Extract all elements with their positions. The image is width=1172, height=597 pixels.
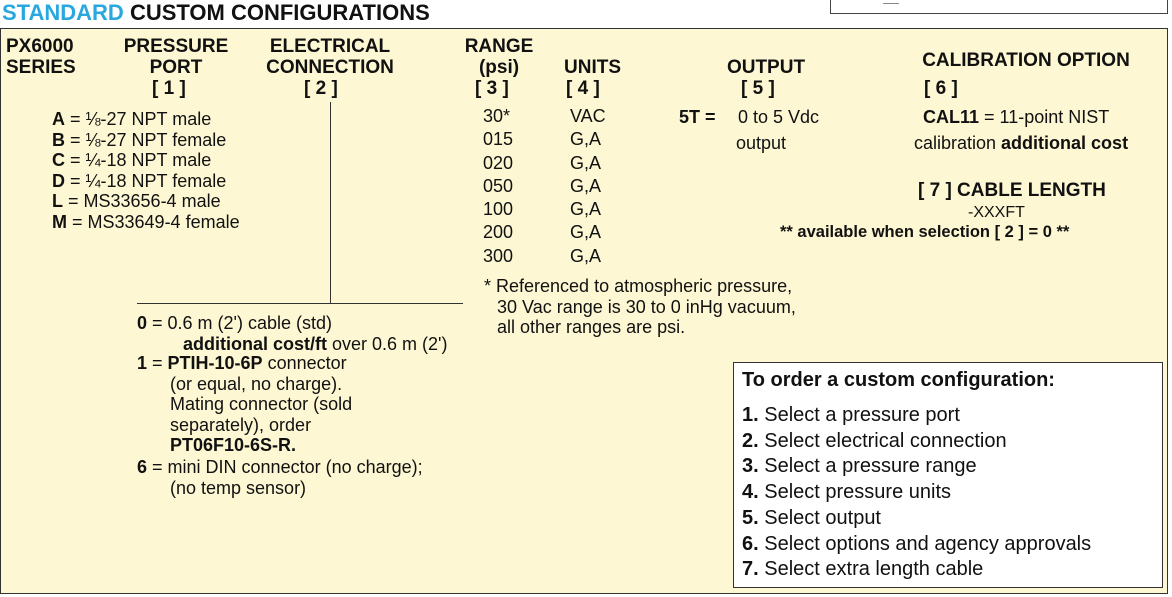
output-line2: output — [736, 133, 787, 153]
calibration-cost: additional cost — [1001, 133, 1129, 153]
header-series — [6, 36, 76, 78]
list-item — [742, 480, 1091, 506]
range-value: 30* — [483, 106, 511, 126]
header-series-line2: SERIES — [6, 57, 76, 78]
step-text: Select electrical connection — [758, 429, 1007, 452]
step-number: 5. — [742, 506, 759, 529]
unit-value: G,A — [570, 222, 602, 243]
range-list — [483, 105, 513, 268]
connection-desc: = 0.6 m (2') cable (std) — [147, 313, 333, 333]
list-item — [742, 403, 1091, 429]
header-output: OUTPUT — [726, 57, 806, 78]
range-value: 100 — [483, 199, 514, 220]
bracket-output: [ 5 ] — [741, 78, 775, 99]
connection-1-line2: (or equal, no charge). — [170, 373, 343, 394]
port-code: A — [52, 109, 65, 129]
cable-value: -XXXFT — [968, 204, 1025, 221]
unit-value: G,A — [570, 245, 602, 266]
list-item — [52, 171, 240, 192]
unit-value: VAC — [570, 106, 606, 126]
list-item — [52, 109, 240, 130]
port-code: D — [52, 170, 65, 191]
output-code-text: 5T — [679, 107, 701, 127]
output-eq: = — [700, 107, 716, 127]
bracket-electrical: [ 2 ] — [304, 78, 338, 99]
step-number: 7. — [742, 558, 759, 581]
port-code: M — [52, 211, 67, 232]
range-footnote — [484, 276, 796, 338]
list-item — [52, 191, 240, 212]
footnote-line: all other ranges are psi. — [497, 317, 686, 337]
output-code — [679, 107, 716, 128]
connection-6-line1 — [137, 457, 423, 478]
header-range-line1: RANGE — [464, 36, 534, 57]
calibration-line1 — [923, 107, 1109, 128]
connection-code: 0 — [137, 313, 148, 333]
step-text: Select a pressure port — [758, 404, 960, 426]
list-item — [52, 212, 240, 233]
header-electrical-line2: CONNECTION — [266, 57, 394, 78]
step-number: 2. — [742, 429, 759, 452]
step-text: Select output — [758, 506, 881, 529]
step-text: Select a pressure range — [758, 455, 977, 478]
step-text: Select extra length cable — [758, 558, 984, 581]
box-dash — [883, 3, 899, 4]
cable-note: ** available when selection [ 2 ] = 0 ** — [780, 223, 1070, 241]
header-series-line1: PX6000 — [6, 36, 74, 57]
list-item — [52, 150, 240, 171]
bracket-units: [ 4 ] — [566, 78, 600, 99]
connector-part: PTIH-10-6P — [167, 353, 263, 373]
footnote-line: 30 Vac range is 30 to 0 inHg vacuum, — [497, 296, 796, 317]
range-value: 200 — [483, 222, 514, 243]
header-units: UNITS — [564, 57, 621, 78]
step-number: 3. — [742, 455, 759, 478]
header-port-line1: PRESSURE — [123, 36, 229, 57]
list-item — [742, 429, 1091, 455]
bracket-port: [ 1 ] — [152, 78, 186, 99]
title-accent: STANDARD — [2, 0, 124, 25]
connection-0-line1 — [137, 313, 447, 334]
connection-1-line3: Mating connector (sold — [170, 394, 353, 414]
port-code: B — [52, 129, 65, 150]
range-value: 020 — [483, 152, 514, 173]
port-desc: = MS33656-4 male — [63, 191, 221, 211]
header-calibration: CALIBRATION OPTION — [922, 50, 1130, 71]
connection-code: 6 — [137, 457, 148, 477]
header-range — [455, 36, 543, 78]
connection-6-line2: (no temp sensor) — [170, 477, 307, 498]
connection-1-line5: PT06F10-6S-R. — [170, 435, 297, 455]
footnote-line: * Referenced to atmospheric pressure, — [484, 276, 793, 296]
range-value: 300 — [483, 245, 514, 266]
list-item — [742, 506, 1091, 532]
order-title: To order a custom configuration: — [742, 369, 1055, 391]
port-desc: = ⅛-27 NPT male — [65, 109, 212, 129]
connection-desc: = — [147, 353, 168, 373]
list-item — [742, 532, 1091, 558]
connection-1-line4: separately), order — [170, 414, 312, 435]
range-value: 050 — [483, 175, 514, 196]
step-text: Select pressure units — [758, 481, 952, 504]
bracket-calibration: [ 6 ] — [924, 78, 958, 99]
step-number: 1. — [742, 404, 759, 426]
port-desc: = ¼-18 NPT female — [65, 170, 227, 191]
calibration-line2 — [914, 133, 1128, 154]
header-cable: [ 7 ] CABLE LENGTH — [918, 180, 1106, 201]
port-desc: = ¼-18 NPT male — [65, 150, 212, 170]
list-item — [742, 557, 1091, 583]
title-rest: CUSTOM CONFIGURATIONS — [129, 0, 430, 25]
connection-6 — [137, 457, 423, 498]
unit-value: G,A — [570, 199, 602, 220]
units-list — [570, 105, 606, 268]
list-item — [742, 454, 1091, 480]
unit-value: G,A — [570, 152, 602, 173]
connection-desc: = mini DIN connector (no charge); — [147, 457, 423, 477]
list-item — [52, 130, 240, 151]
port-code: L — [52, 191, 63, 211]
header-range-line2: (psi) — [478, 57, 520, 78]
step-number: 4. — [742, 481, 759, 504]
connector-horizontal-line — [137, 303, 463, 304]
connection-code: 1 — [137, 353, 148, 373]
connection-1-line1 — [137, 353, 352, 374]
bracket-range: [ 3 ] — [475, 78, 509, 99]
header-electrical-line1: ELECTRICAL — [269, 36, 391, 57]
connection-desc: connector — [262, 353, 347, 373]
port-list — [52, 109, 240, 232]
calibration-code: CAL11 — [923, 107, 980, 127]
range-value: 015 — [483, 129, 514, 150]
connector-vertical-line — [330, 102, 331, 303]
page-title — [2, 0, 430, 26]
connection-1 — [137, 353, 352, 456]
calibration-text: = 11-point NIST — [979, 107, 1110, 127]
header-electrical — [258, 36, 402, 78]
header-port-line2: PORT — [149, 57, 203, 78]
output-line1: 0 to 5 Vdc — [738, 107, 820, 127]
calibration-text2: calibration — [914, 133, 1002, 153]
header-port — [115, 36, 237, 78]
connection-desc: over 0.6 m (2') — [327, 333, 448, 354]
unit-value: G,A — [570, 129, 602, 150]
connection-0-line2 — [137, 334, 447, 355]
step-number: 6. — [742, 532, 759, 555]
order-steps — [742, 403, 1091, 583]
port-desc: = ⅛-27 NPT female — [65, 129, 227, 150]
port-desc: = MS33649-4 female — [67, 211, 240, 232]
connection-cost: additional cost/ft — [183, 333, 327, 354]
top-right-box — [830, 0, 1168, 14]
connection-0 — [137, 313, 447, 354]
port-code: C — [52, 150, 65, 170]
step-text: Select options and agency approvals — [758, 532, 1092, 555]
unit-value: G,A — [570, 175, 602, 196]
